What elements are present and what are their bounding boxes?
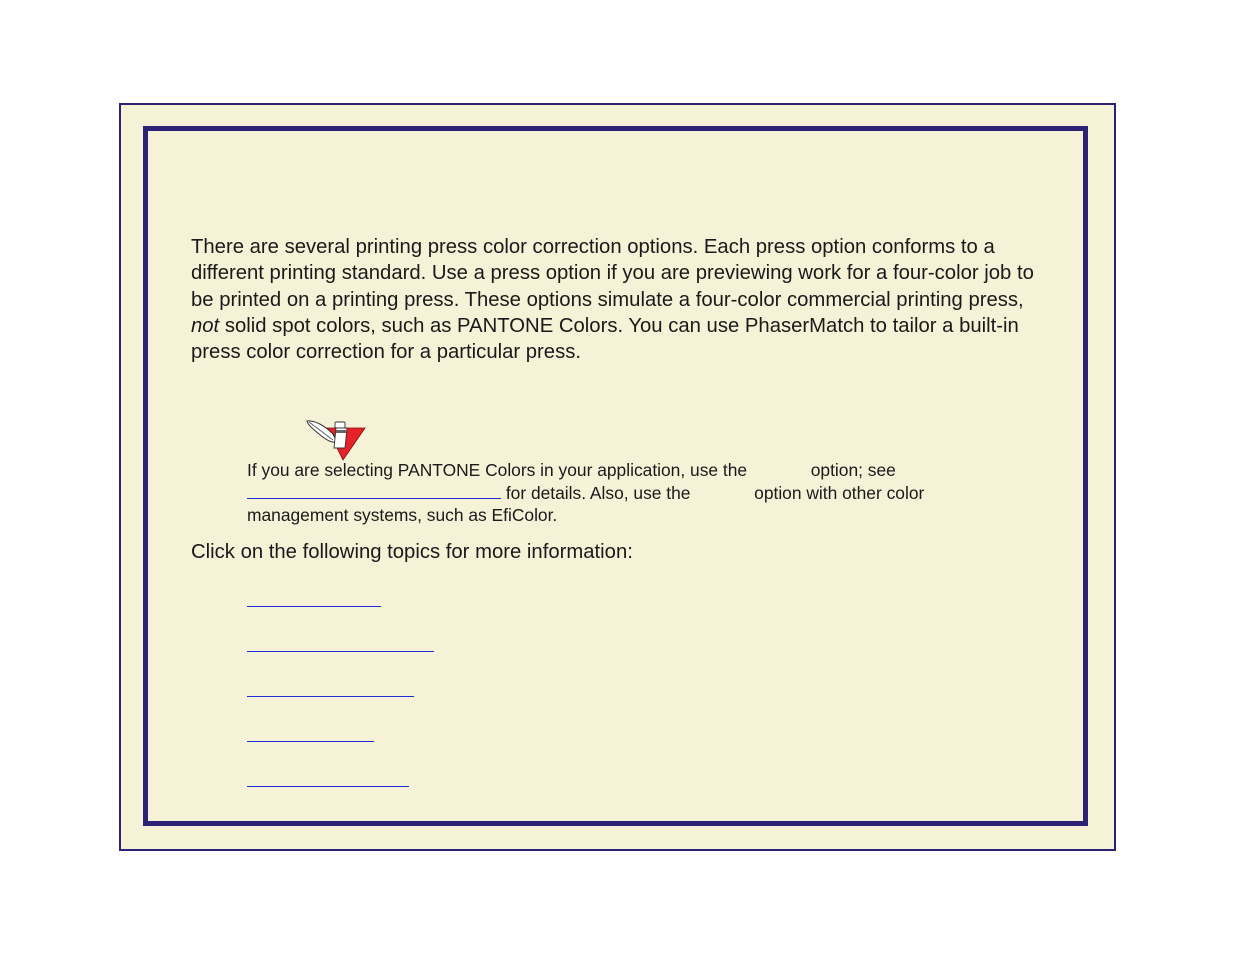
topic-link-3[interactable] [247, 696, 414, 697]
topic-link-2[interactable] [247, 651, 434, 652]
intro-emphasis: not [191, 314, 220, 337]
intro-text-part1: There are several printing press color correction options. Each press option conforms to a different printing standard. Use a press option if you are previewing work for a four-color job to be printed on a printing press. These options simulate a four-color commercial printing press, [191, 236, 1034, 311]
topics-heading: Click on the following topics for more information: [191, 541, 633, 563]
note-cross-reference-link[interactable] [247, 481, 501, 499]
note-text-part2: option; see [805, 460, 896, 480]
note-text-part4: option with other color management systems, such as EfiColor. [247, 483, 925, 526]
topic-link-4[interactable] [247, 741, 374, 742]
intro-text-part2: solid spot colors, such as PANTONE Colors. You can use PhaserMatch to tailor a built-in press color correction for a particular press. [191, 314, 1019, 364]
topic-link-1[interactable] [247, 606, 381, 607]
note-text-part1: If you are selecting PANTONE Colors in your application, use the [247, 460, 752, 480]
note-text-part3: for details. Also, use the [501, 483, 696, 504]
topic-link-5[interactable] [247, 786, 409, 787]
note-paragraph [247, 459, 1007, 527]
quill-pen-note-icon [305, 418, 367, 462]
intro-paragraph [191, 234, 1051, 365]
